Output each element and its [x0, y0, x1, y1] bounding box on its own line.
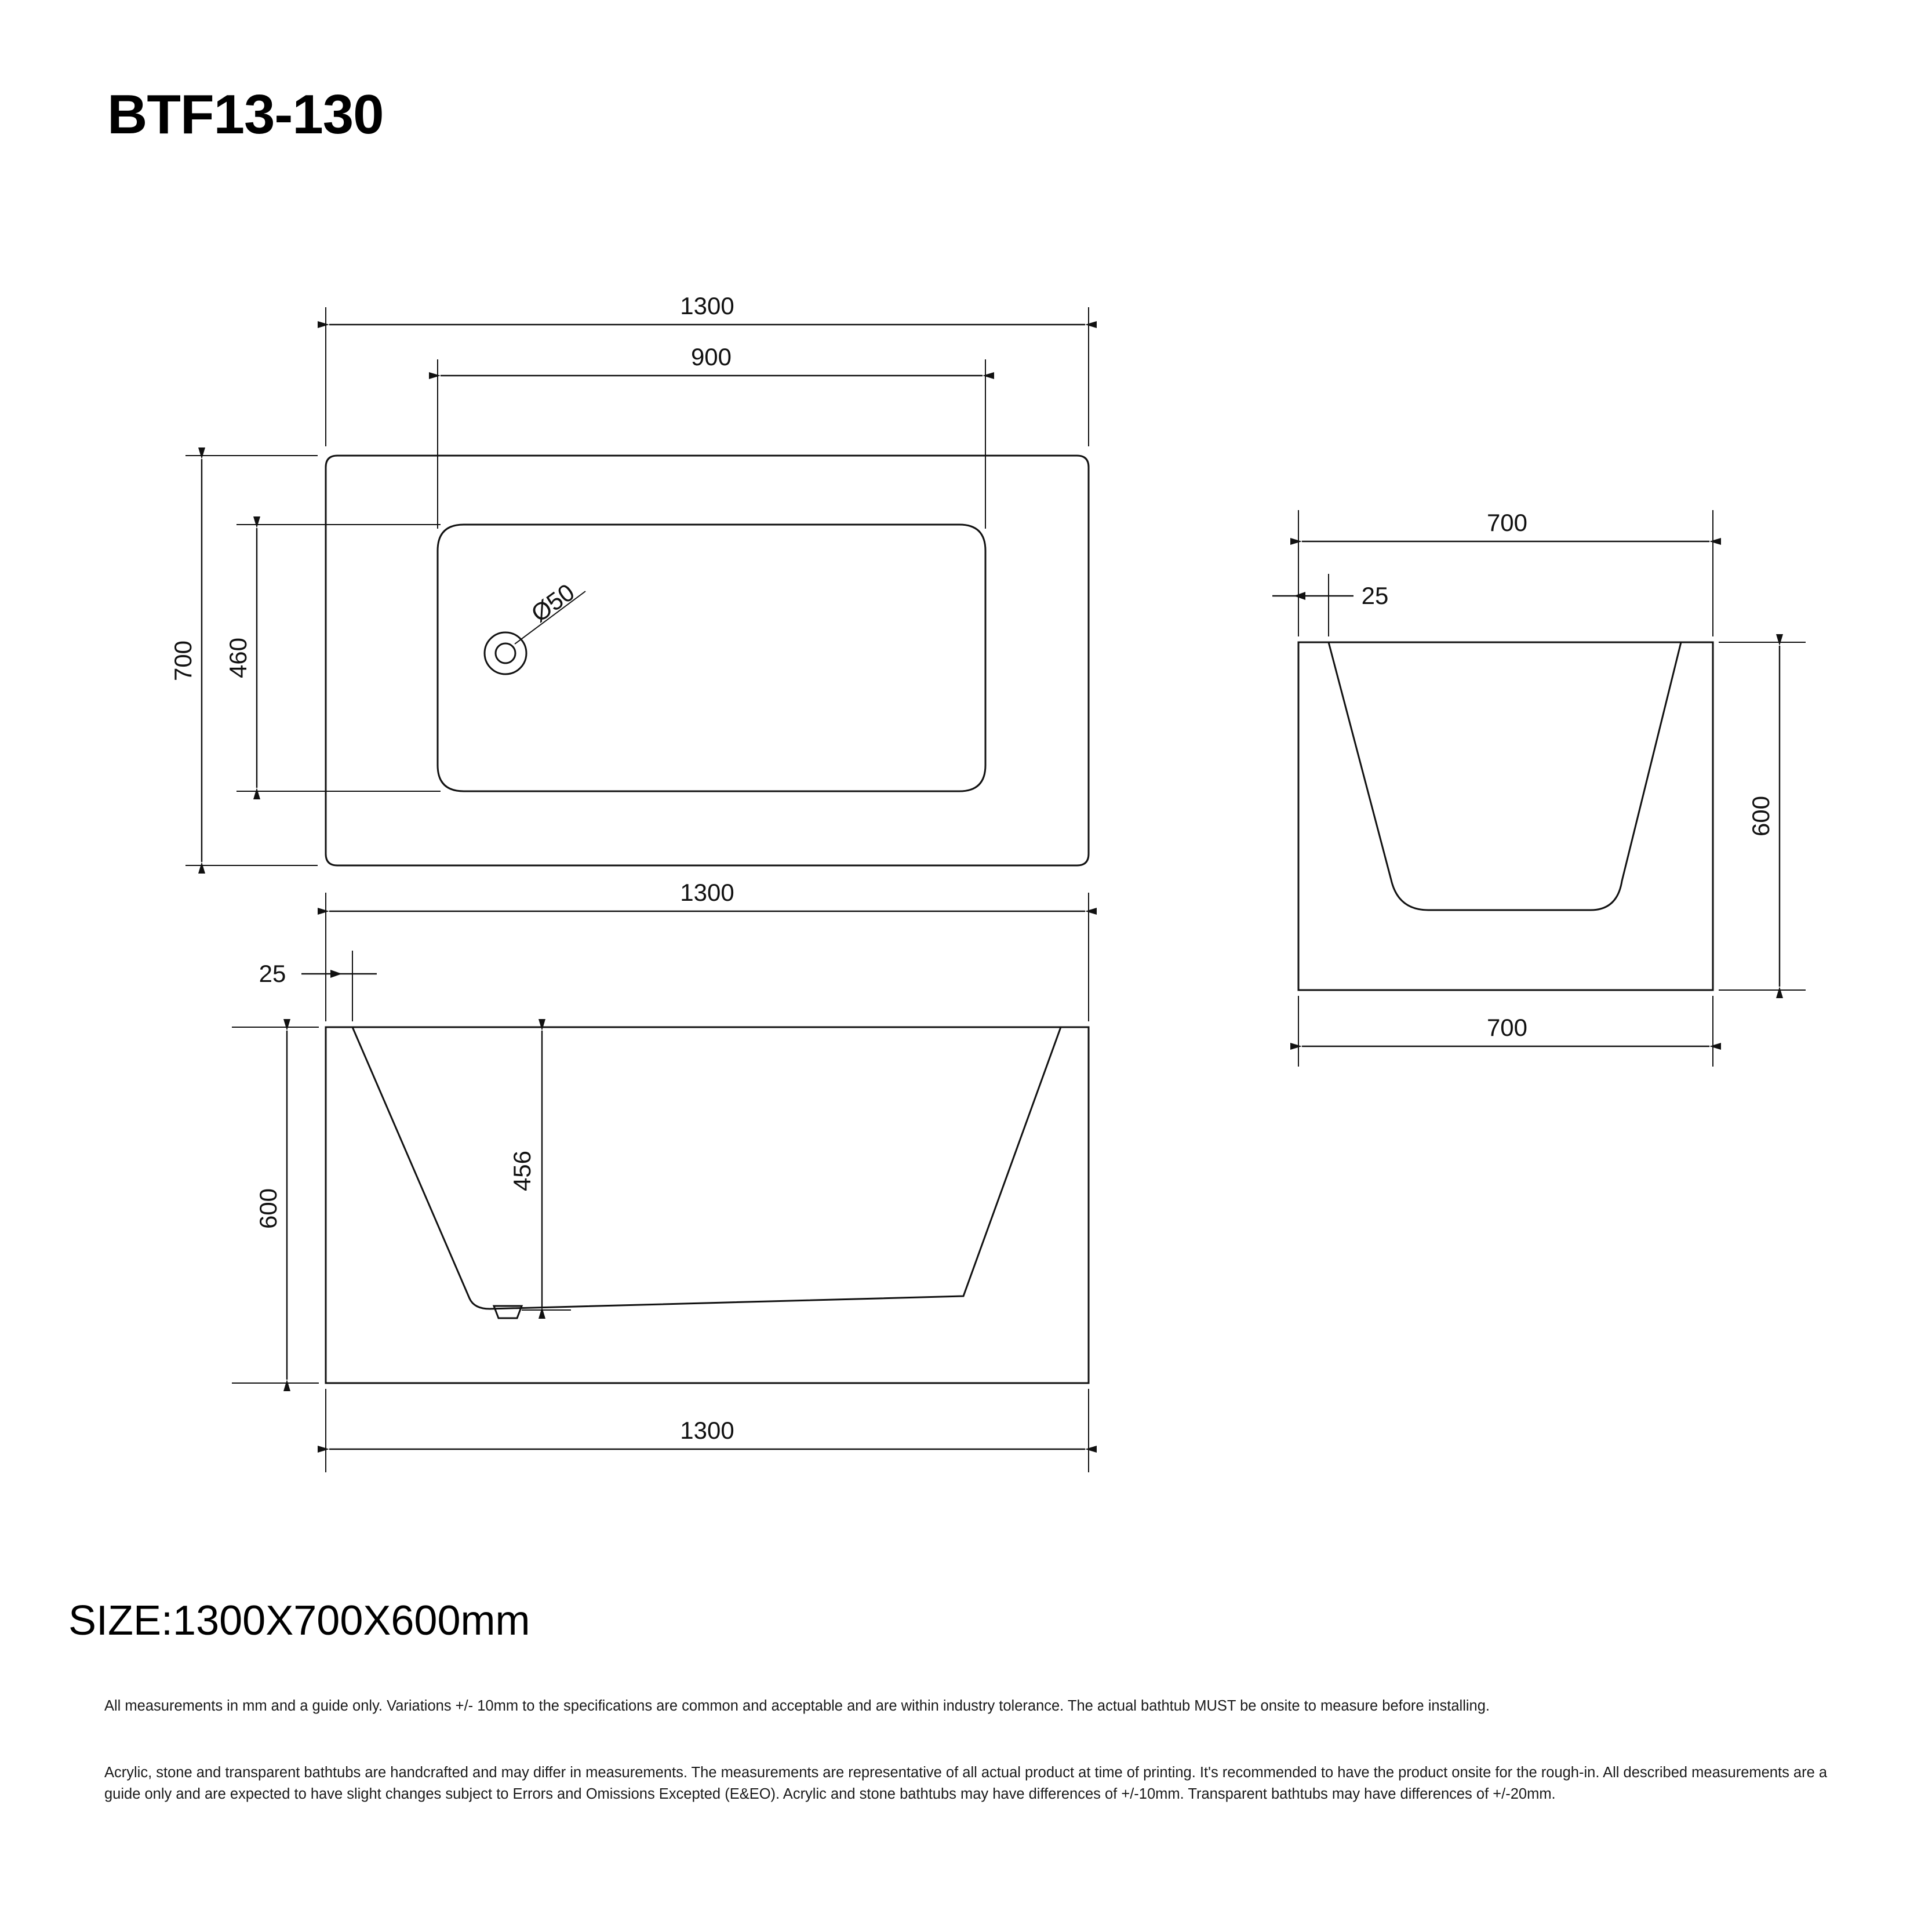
front-elevation-group	[232, 879, 1089, 1472]
top-view-inner-outline	[438, 525, 985, 791]
front-25-arrow	[330, 970, 342, 978]
top-inner-width-label: 460	[224, 637, 252, 679]
page-title: BTF13-130	[107, 83, 384, 145]
front-overall-height-label: 600	[254, 1188, 282, 1229]
side-25-arrow	[1294, 592, 1305, 600]
front-bottom-length-label: 1300	[680, 1417, 734, 1444]
top-view-group	[169, 292, 1089, 865]
front-top-length-label: 1300	[680, 879, 734, 906]
drain-outer-circle	[485, 632, 526, 674]
measurement-note-1: All measurements in mm and a guide only. Variations +/- 10mm to the specifications are common and acceptable and are within industry tolerance. The actual bathtub MUST be onsite to measure before installing.	[104, 1698, 1490, 1714]
size-summary: SIZE:1300X700X600mm	[68, 1598, 530, 1644]
top-inner-length-label: 900	[690, 343, 732, 370]
side-inner-profile	[1329, 642, 1681, 910]
drain-diameter-label: Ø50	[526, 578, 580, 628]
top-overall-length-label: 1300	[680, 292, 734, 319]
side-elevation-group	[1272, 509, 1806, 1067]
front-inner-profile	[352, 1027, 1061, 1309]
front-outer-rect	[326, 1027, 1089, 1383]
top-view-outer-outline	[326, 456, 1089, 865]
top-overall-width-label: 700	[169, 640, 197, 682]
side-top-width-label: 700	[1486, 509, 1528, 536]
side-overall-height-label: 600	[1747, 795, 1774, 837]
front-inner-depth-label: 456	[508, 1150, 536, 1192]
front-rim-thickness-label: 25	[259, 960, 286, 987]
side-outer-rect	[1298, 642, 1713, 990]
drain-inner-circle	[496, 643, 515, 663]
side-bottom-width-label: 700	[1486, 1014, 1528, 1041]
side-rim-thickness-label: 25	[1361, 582, 1389, 609]
measurement-note-2: Acrylic, stone and transparent bathtubs are handcrafted and may differ in measurements. The measurements are representative of all actual product at time of printing. It's recommended to have the product onsite for the rough-in. All described measurements are a guide only and are expected to have slight changes subject to Errors and Omissions Excepted (E&EO). Acrylic and stone bathtubs may have differences of +/-10mm. Transparent bathtubs may have differences of +/-20mm.	[104, 1764, 1828, 1802]
